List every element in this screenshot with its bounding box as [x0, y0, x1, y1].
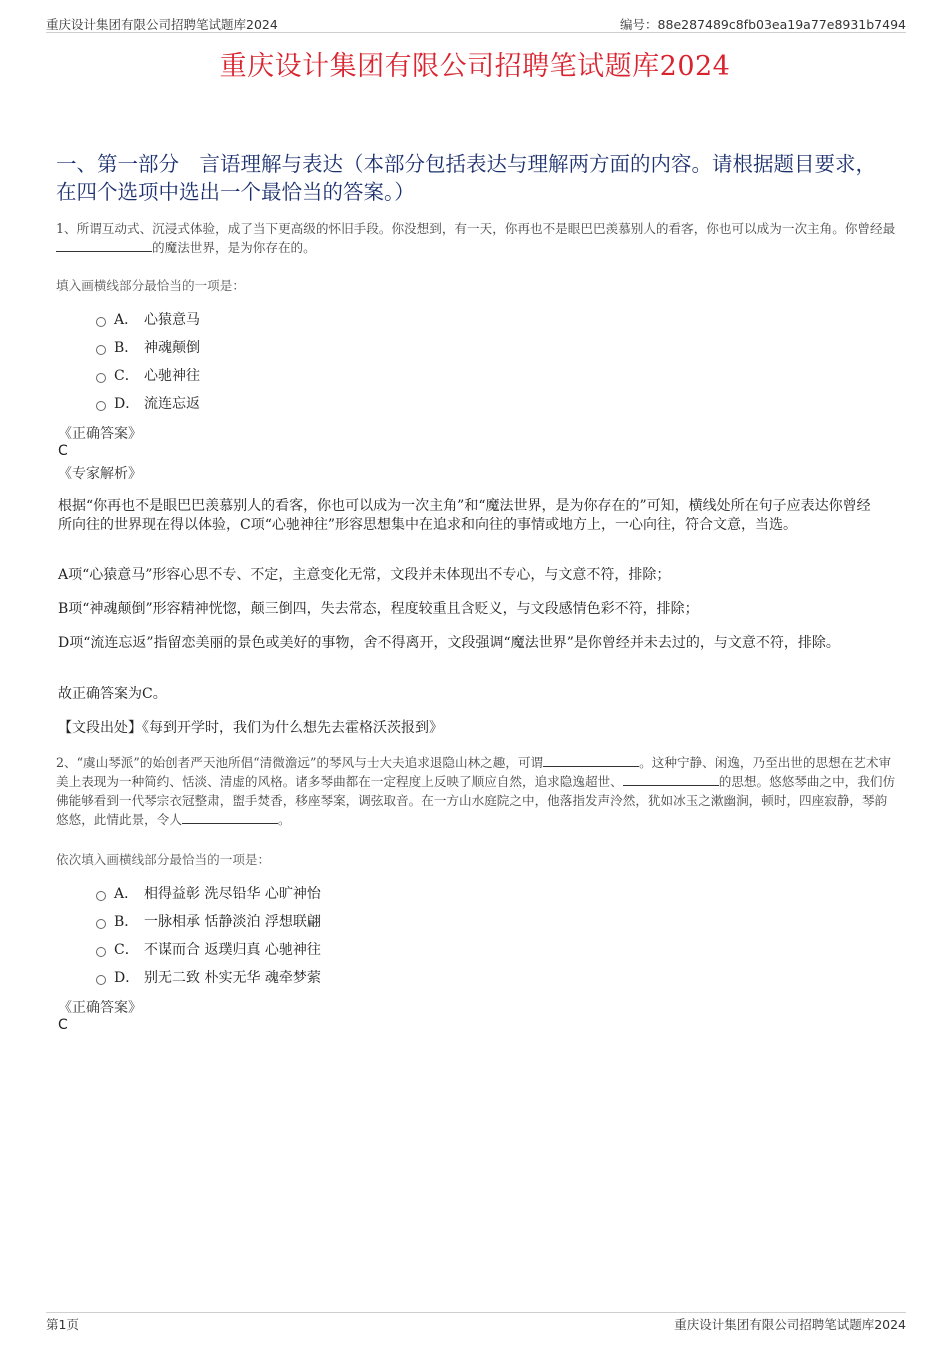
question-2-text — [56, 753, 896, 829]
radio-icon[interactable] — [96, 947, 106, 957]
question-2-blank-2 — [623, 773, 719, 786]
question-1-text-part-b: 的魔法世界，是为你存在的。 — [152, 240, 316, 255]
question-2-text-part-b: 。这种宁静、闲逸，乃至出世的思想在艺术审美上表现为一种简约、恬淡、清虚的风格。诸多琴曲都在一定程度上反映了顺应自然，追求隐逸超世、 — [56, 755, 892, 789]
option-letter: B． — [114, 914, 139, 930]
option-text: 相得益彰 洗尽铅华 心旷神怡 — [144, 886, 321, 902]
footer-page-number: 第1页 — [46, 1317, 79, 1332]
question-2-text-part-d: 。 — [277, 812, 291, 827]
question-1-option-b[interactable] — [96, 333, 200, 361]
question-2-answer: C — [58, 1017, 68, 1033]
question-1-option-d[interactable] — [96, 389, 200, 417]
radio-icon[interactable] — [96, 317, 106, 327]
question-1-answer-label: 《正确答案》 — [58, 426, 142, 442]
question-2-text-part-a: 2、“虞山琴派”的始创者严天池所倡“清微澹远”的琴风与士大夫追求退隐山林之趣，可谓 — [56, 755, 544, 770]
analysis-conclusion: 故正确答案为C。 — [58, 686, 167, 702]
option-text: 不谋而合 返璞归真 心驰神往 — [144, 942, 321, 958]
option-letter: D． — [114, 396, 140, 412]
question-1-options — [96, 305, 200, 417]
option-text: 神魂颠倒 — [144, 340, 200, 356]
option-text: 心驰神往 — [144, 368, 200, 384]
analysis-source: 【文段出处】《每到开学时，我们为什么想先去霍格沃茨报到》 — [58, 720, 443, 736]
radio-icon[interactable] — [96, 975, 106, 985]
header-doc-number: 编号：88e287489c8fb03ea19a77e8931b7494 — [620, 17, 906, 32]
question-2-option-a[interactable] — [96, 879, 321, 907]
question-1-analysis-label: 《专家解析》 — [58, 466, 142, 482]
radio-icon[interactable] — [96, 919, 106, 929]
question-2-blank-3 — [182, 811, 278, 824]
analysis-paragraph: 根据“你再也不是眼巴巴羡慕别人的看客，你也可以成为一次主角”和“魔法世界，是为你存在的”可知，横线处所在句子应表达你曾经所向往的世界现在得以体验，C项“心驰神往”形容思想集中在追求和向往的事情或地方上，一心向往，符合文意，当选。 — [58, 498, 871, 533]
question-2-option-c[interactable] — [96, 935, 321, 963]
analysis-paragraph: B项“神魂颠倒”形容精神恍惚，颠三倒四，失去常态，程度较重且含贬义，与文段感情色彩不符，排除； — [58, 601, 699, 617]
question-1-text-part-a: 1、所谓互动式、沉浸式体验，成了当下更高级的怀旧手段。你没想到，有一天，你再也不是眼巴巴羡慕别人的看客，你也可以成为一次主角。你曾经最 — [56, 221, 896, 236]
page-header — [46, 14, 906, 33]
page-title: 重庆设计集团有限公司招聘笔试题库2024 — [219, 51, 731, 82]
radio-icon[interactable] — [96, 345, 106, 355]
radio-icon[interactable] — [96, 373, 106, 383]
question-1-answer: C — [58, 443, 68, 459]
option-text: 别无二致 朴实无华 魂牵梦萦 — [144, 970, 321, 986]
option-letter: A． — [114, 312, 139, 328]
question-1-prompt: 填入画横线部分最恰当的一项是： — [56, 278, 245, 293]
option-letter: A． — [114, 886, 139, 902]
analysis-paragraph: D项“流连忘返”指留恋美丽的景色或美好的事物，舍不得离开，文段强调“魔法世界”是你曾经并未去过的，与文意不符，排除。 — [58, 635, 840, 651]
question-1-option-a[interactable] — [96, 305, 200, 333]
section-heading: 一、第一部分 言语理解与表达（本部分包括表达与理解两方面的内容。请根据题目要求，在四个选项中选出一个最恰当的答案。） — [56, 152, 876, 204]
question-2-blank-1 — [543, 754, 639, 767]
option-text: 流连忘返 — [144, 396, 200, 412]
question-2-text-part-c: 的思想。悠悠琴曲之中，我们仿佛能够看到一代琴宗衣冠整肃，盥手焚香，移座琴案，调弦取音。在一方山水庭院之中，他落指发声泠然，犹如冰玉之漱幽涧，顿时，四座寂静，琴韵悠悠，此情此景，令人 — [56, 774, 896, 827]
question-2-options — [96, 879, 321, 991]
option-letter: D． — [114, 970, 140, 986]
analysis-paragraph: A项“心猿意马”形容心思不专、不定，主意变化无常，文段并未体现出不专心，与文意不符，排除； — [58, 567, 671, 583]
option-letter: C． — [114, 368, 139, 384]
option-text: 心猿意马 — [144, 312, 200, 328]
question-2-prompt: 依次填入画横线部分最恰当的一项是： — [56, 852, 271, 867]
question-1-text — [56, 219, 896, 257]
question-2-option-b[interactable] — [96, 907, 321, 935]
header-doc-title: 重庆设计集团有限公司招聘笔试题库2024 — [46, 17, 278, 32]
option-text: 一脉相承 恬静淡泊 浮想联翩 — [144, 914, 321, 930]
option-letter: B． — [114, 340, 139, 356]
question-1-option-c[interactable] — [96, 361, 200, 389]
footer-doc-title: 重庆设计集团有限公司招聘笔试题库2024 — [674, 1317, 906, 1332]
option-letter: C． — [114, 942, 139, 958]
question-2-answer-label: 《正确答案》 — [58, 1000, 142, 1016]
page-footer — [46, 1312, 906, 1331]
radio-icon[interactable] — [96, 891, 106, 901]
question-1-blank — [56, 239, 152, 252]
question-2-option-d[interactable] — [96, 963, 321, 991]
radio-icon[interactable] — [96, 401, 106, 411]
